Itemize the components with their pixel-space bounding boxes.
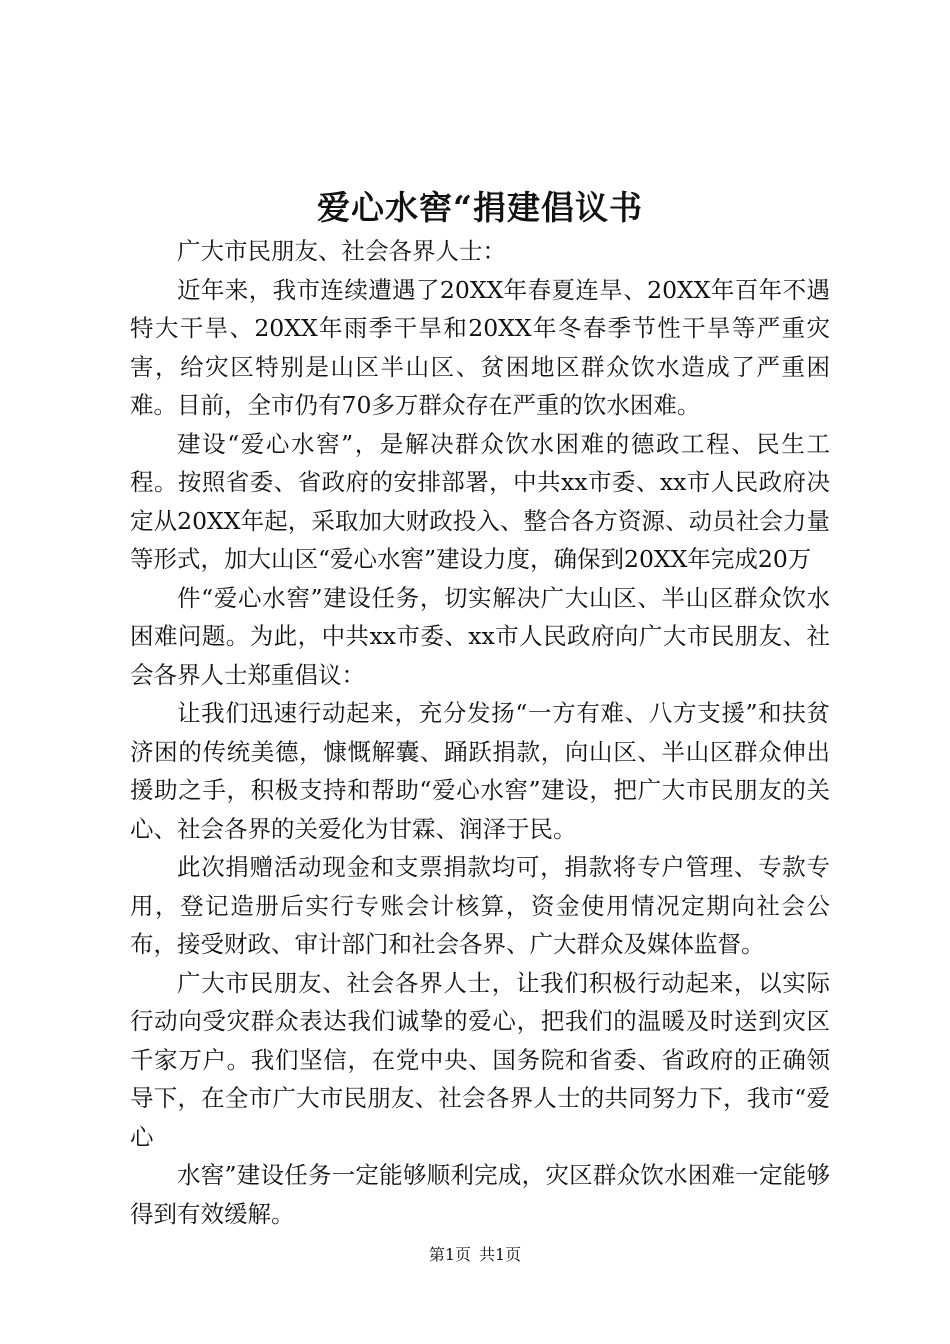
paragraph: 此次捐赠活动现金和支票捐款均可，捐款将专户管理、专款专用，登记造册后实行专账会计核算，资金使用情况定期向社会公布，接受财政、审计部门和社会各界、广大群众及媒体监督。 [130,853,830,958]
paragraph: 件“爱心水窖”建设任务，切实解决广大山区、半山区群众饮水困难问题。为此，中共xx市委、xx市人民政府向广大市民朋友、社会各界人士郑重倡议： [130,583,830,689]
page-number: 第1页 [428,1245,471,1264]
document-body [130,232,830,1233]
paragraph: 水窖”建设任务一定能够顺利完成，灾区群众饮水困难一定能够得到有效缓解。 [130,1161,830,1228]
paragraph: 广大市民朋友、社会各界人士，让我们积极行动起来，以实际行动向受灾群众表达我们诚挚的爱心，把我们的温暖及时送到灾区千家万户。我们坚信，在党中央、国务院和省委、省政府的正确领导下，在全市广大市民朋友、社会各界人士的共同努力下，我市“爱心 [130,968,830,1151]
salutation: 广大市民朋友、社会各界人士： [177,237,506,265]
page-total: 共1页 [479,1245,522,1264]
paragraph: 近年来，我市连续遭遇了20XX年春夏连旱、20XX年百年不遇特大干旱、20XX年雨季干旱和20XX年冬春季节性干旱等严重灾害，给灾区特别是山区半山区、贫困地区群众饮水造成了严重困难。目前，全市仍有70多万群众存在严重的饮水困难。 [130,275,830,419]
document-title: 爱心水窖“捐建倡议书 [317,188,643,227]
page-footer [0,1244,950,1266]
paragraph: 建设“爱心水窖”，是解决群众饮水困难的德政工程、民生工程。按照省委、省政府的安排部署，中共xx市委、xx市人民政府决定从20XX年起，采取加大财政投入、整合各方资源、动员社会力量等形式，加大山区“爱心水窖”建设力度，确保到20XX年完成20万 [130,429,830,573]
paragraph: 让我们迅速行动起来，充分发扬“一方有难、八方支援”和扶贫济困的传统美德，慷慨解囊、踊跃捐款，向山区、半山区群众伸出援助之手，积极支持和帮助“爱心水窖”建设，把广大市民朋友的关心、社会各界的关爱化为甘霖、润泽于民。 [130,699,830,843]
